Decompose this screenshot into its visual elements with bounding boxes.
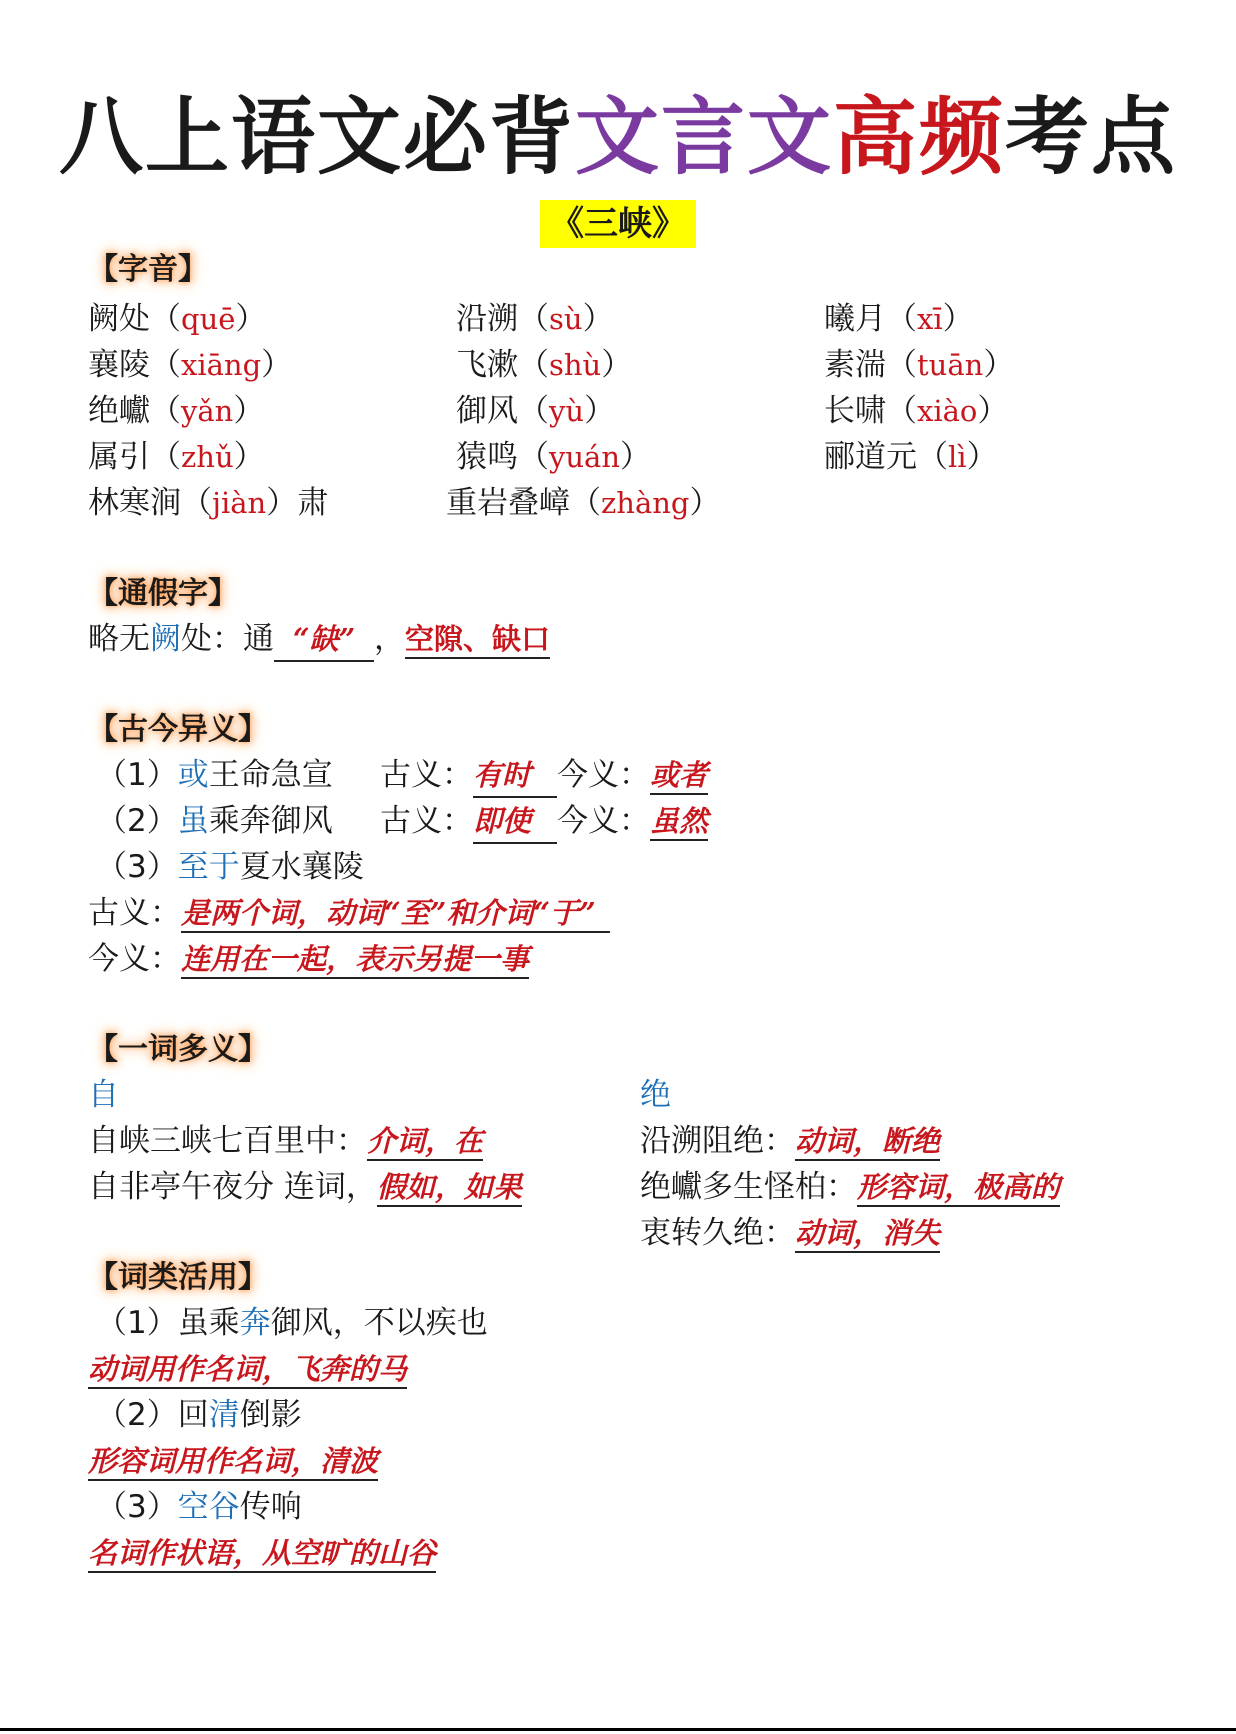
pron-item: 御风（yù） xyxy=(456,393,616,429)
pron-item: 沿溯（sù） xyxy=(456,301,614,337)
conversion-answer: 形容词用作名词，清波 xyxy=(88,1440,378,1482)
gujin-item: （2）虽乘奔御风 xyxy=(96,803,333,839)
gujin-ancient-line: 古义：是两个词，动词“至”和介词“于” xyxy=(88,892,610,934)
pron-item: 林寒涧（jiàn）肃 xyxy=(88,485,329,521)
gujin-meaning: 古义：有时 今义：或者 xyxy=(380,754,708,798)
section-polysemy: 【一词多义】 xyxy=(88,1032,268,1067)
pron-item: 属引（zhǔ） xyxy=(88,439,265,475)
bottom-rule xyxy=(0,1728,1236,1731)
title-part-2: 文言文 xyxy=(574,88,833,186)
polysemy-row: 沿溯阻绝：动词，断绝 xyxy=(640,1123,941,1159)
polysemy-row: 绝巘多生怪柏：形容词，极高的 xyxy=(640,1169,1061,1205)
polysemy-row: 衷转久绝：动词，消失 xyxy=(640,1215,941,1251)
title-part-1: 八上语文必背 xyxy=(58,88,575,186)
section-conversion: 【词类活用】 xyxy=(88,1260,268,1295)
pron-item: 绝巘（yǎn） xyxy=(88,393,265,429)
section-pronunciation: 【字音】 xyxy=(88,252,208,287)
gujin-modern-line: 今义：连用在一起，表示另提一事 xyxy=(88,941,530,977)
gujin-meaning: 古义：即使 今义：虽然 xyxy=(380,800,708,844)
conversion-item: （2）回清倒影 xyxy=(96,1397,302,1433)
pron-item: 猿鸣（yuán） xyxy=(456,439,652,475)
subtitle-wrap xyxy=(0,200,1236,248)
pron-item: 襄陵（xiāng） xyxy=(88,347,293,383)
tongjia-line: 略无阙处：通 “缺” ，空隙、缺口 xyxy=(88,618,550,662)
polysemy-head-1: 自 xyxy=(88,1077,119,1113)
title-part-3: 高频 xyxy=(833,88,1006,186)
pron-item: 阙处（quē） xyxy=(88,301,267,337)
conversion-answer: 名词作状语，从空旷的山谷 xyxy=(88,1532,436,1574)
conversion-item: （3）空谷传响 xyxy=(96,1489,302,1525)
section-interchangeable: 【通假字】 xyxy=(88,576,238,611)
subtitle: 《三峡》 xyxy=(540,200,696,248)
gujin-item: （1）或王命急宣 xyxy=(96,757,333,793)
pron-item: 飞漱（shù） xyxy=(456,347,633,383)
conversion-answer: 动词用作名词，飞奔的马 xyxy=(88,1348,407,1390)
polysemy-row: 自非亭午夜分 连词，假如，如果 xyxy=(88,1169,522,1205)
polysemy-row: 自峡三峡七百里中：介词，在 xyxy=(88,1123,484,1159)
conversion-item: （1）虽乘奔御风，不以疾也 xyxy=(96,1305,488,1341)
pron-item: 重岩叠嶂（zhàng） xyxy=(446,485,721,521)
pron-item: 长啸（xiào） xyxy=(824,393,1009,429)
section-ancient-modern: 【古今异义】 xyxy=(88,712,268,747)
pron-item: 郦道元（lì） xyxy=(824,439,998,475)
pron-item: 曦月（xī） xyxy=(824,301,974,337)
page-title xyxy=(0,82,1236,192)
title-part-4: 考点 xyxy=(1005,88,1178,186)
gujin-item: （3）至于夏水襄陵 xyxy=(96,849,364,885)
polysemy-head-2: 绝 xyxy=(640,1077,671,1113)
pron-item: 素湍（tuān） xyxy=(824,347,1015,383)
